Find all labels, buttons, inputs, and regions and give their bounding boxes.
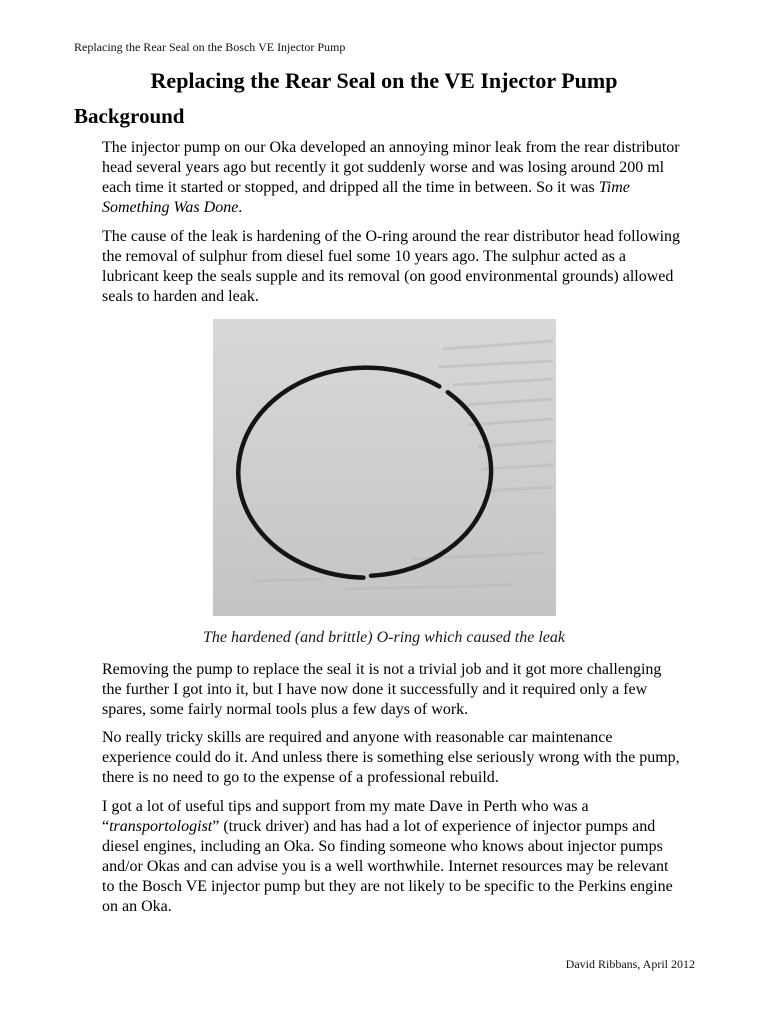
paragraph-3: Removing the pump to replace the seal it is not a trivial job and it got more challenging the further I got into it, but I have now done it successfully and it required only a few spares, some fairly normal tools plus a few days of work.	[102, 661, 662, 718]
paragraph-1-text: The injector pump on our Oka developed an annoying minor leak from the rear distributor head several years ago but recently it got suddenly worse and was losing around 200 ml each time it started or stopped, and dripped all the time in between. So it was	[102, 139, 680, 196]
o-ring-illustration	[213, 319, 556, 616]
running-header: Replacing the Rear Seal on the Bosch VE Injector Pump	[74, 40, 346, 54]
paragraph-2: The cause of the leak is hardening of the O-ring around the rear distributor head following the removal of sulphur from diesel fuel some 10 years ago. The sulphur acted as a lubricant keep the seals supple and its removal (on good environmental grounds) allowed seals to harden and leak.	[102, 228, 681, 305]
paragraph-1	[102, 138, 682, 218]
paragraph-1-end: .	[238, 199, 243, 216]
paragraph-1-emphasis: Time Something Was Done	[102, 179, 630, 216]
figure-caption: The hardened (and brittle) O-ring which caused the leak	[203, 629, 565, 646]
section-heading-background: Background	[74, 104, 185, 128]
o-ring-photo	[213, 319, 556, 616]
paragraph-5	[102, 797, 682, 917]
paragraph-5-end: ” (truck driver) and has had a lot of experience of injector pumps and diesel engines, including an Oka. So finding someone who knows about injector pumps and/or Okas and can advise you is a well worthwhile. Internet resources may be relevant to the Bosch VE injector pump but they are not likely to be specific to the Perkins engine on an Oka.	[102, 818, 673, 915]
page-title: Replacing the Rear Seal on the VE Injector Pump	[150, 68, 618, 93]
paragraph-5-emphasis: transportologist	[109, 818, 213, 835]
paragraph-4: No really tricky skills are required and anyone with reasonable car maintenance experience could do it. And unless there is something else seriously wrong with the pump, there is no need to go to the expense of a professional rebuild.	[102, 729, 680, 786]
paragraph-5-text: I got a lot of useful tips and support from my mate Dave in Perth who was a “	[102, 798, 589, 835]
footer-author-date: David Ribbans, April 2012	[565, 957, 695, 971]
